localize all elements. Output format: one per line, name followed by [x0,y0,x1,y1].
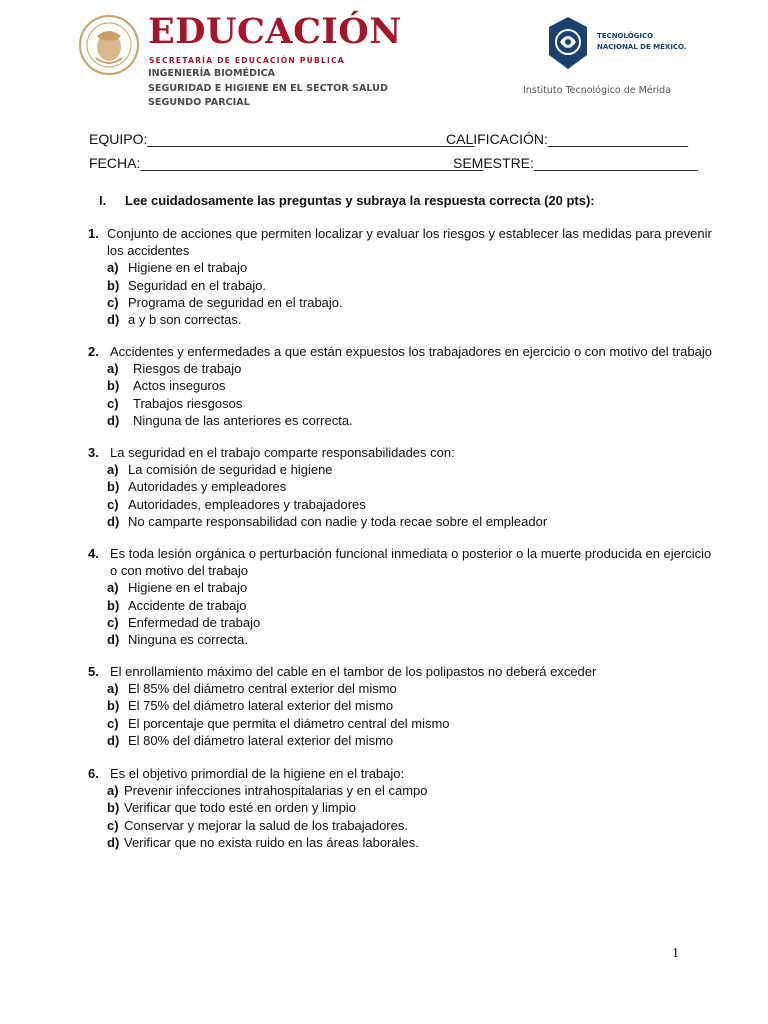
fecha-field: FECHA:____________________________________________ [89,155,483,171]
option-label: c) [107,395,119,411]
tecnm-name-line1: TECNOLÓGICO [597,32,654,40]
option-text[interactable]: Prevenir infecciones intrahospitalarias y en el campo [124,783,428,799]
header-line-career: INGENIERÍA BIOMÉDICA [148,68,276,79]
question-number: 1. [88,226,99,241]
header-title: EDUCACIÓN [148,11,402,52]
question-number: 3. [88,445,99,460]
tecnm-logo [545,15,591,71]
header-subtitle: SECRETARÍA DE EDUCACIÓN PÚBLICA [149,56,345,65]
option-text[interactable]: El porcentaje que permita el diámetro central del mismo [128,715,450,731]
option-label: a) [107,260,119,276]
option-label: c) [107,614,119,630]
question-number: 6. [88,766,99,781]
option-label: a) [107,783,119,799]
option-text[interactable]: Enfermedad de trabajo [128,614,261,630]
option-text[interactable]: Actos inseguros [133,378,226,394]
option-text[interactable]: Seguridad en el trabajo. [128,277,267,293]
tecnm-name [597,31,687,53]
option-label: b) [107,277,120,293]
calificacion-field: CALIFICACIÓN:__________________ [446,131,689,147]
option-label: d) [107,513,120,529]
option-text[interactable]: Autoridades y empleadores [128,479,287,495]
equipo-field: EQUIPO:__________________________________________ [89,131,475,147]
option-label: b) [107,597,120,613]
option-text[interactable]: No camparte responsabilidad con nadie y toda recae sobre el empleador [128,513,548,529]
option-label: b) [107,698,120,714]
question-text: Conjunto de acciones que permiten localizar y evaluar los riesgos y establecer las medidas para prevenir [107,226,712,241]
option-text[interactable]: La comisión de seguridad e higiene [128,462,333,478]
option-label: b) [107,378,120,394]
option-text[interactable]: Conservar y mejorar la salud de los trabajadores. [124,817,408,833]
option-label: b) [107,479,120,495]
question-text: Es toda lesión orgánica o perturbación funcional inmediata o posterior o la muerte producida en ejercicio [110,546,712,561]
option-text[interactable]: El 80% del diámetro lateral exterior del mismo [128,732,394,748]
option-label: c) [107,715,119,731]
option-label: a) [107,361,119,377]
question-text: El enrollamiento máximo del cable en el tambor de los polipastos no deberá exceder [110,664,597,679]
option-label: a) [107,462,119,478]
option-text[interactable]: El 75% del diámetro lateral exterior del mismo [128,698,394,714]
option-text[interactable]: Verificar que no exista ruido en las áreas laborales. [124,834,419,850]
option-text[interactable]: Programa de seguridad en el trabajo. [128,294,343,310]
option-label: d) [107,834,120,850]
sep-seal-logo [76,14,142,76]
option-label: c) [107,817,119,833]
question-text: o con motivo del trabajo [110,563,249,579]
option-label: d) [107,312,120,327]
semestre-field: SEMESTRE:_____________________ [453,155,698,171]
tecnm-name-line2: NACIONAL DE MÉXICO. [597,43,687,51]
option-text[interactable]: El 85% del diámetro central exterior del mismo [128,681,397,697]
header-line-exam: SEGUNDO PARCIAL [148,97,250,108]
option-label: b) [107,800,120,816]
option-text[interactable]: Riesgos de trabajo [133,361,242,377]
option-label: d) [107,732,120,748]
question-number: 2. [88,344,99,359]
option-text[interactable]: Ninguna de las anteriores es correcta. [133,412,353,428]
option-text[interactable]: Accidente de trabajo [128,597,247,613]
option-label: a) [107,580,119,596]
option-text[interactable]: Ninguna es correcta. [128,632,248,647]
question-number: 5. [88,664,99,679]
option-label: a) [107,681,119,697]
question-number: 4. [88,546,99,561]
option-text[interactable]: a y b son correctas. [128,312,242,327]
question-text: los accidentes [107,243,190,259]
section-number: I. [99,193,107,208]
section-instruction: Lee cuidadosamente las preguntas y subraya la respuesta correcta (20 pts): [125,193,595,208]
option-text[interactable]: Trabajos riesgosos [133,395,243,411]
option-label: d) [107,632,120,647]
question-text: Es el objetivo primordial de la higiene en el trabajo: [110,766,405,781]
option-text[interactable]: Higiene en el trabajo [128,580,248,596]
header-line-course: SEGURIDAD E HIGIENE EN EL SECTOR SALUD [148,83,388,94]
option-text[interactable]: Autoridades, empleadores y trabajadores [128,496,366,512]
question-text: Accidentes y enfermedades a que están expuestos los trabajadores en ejercicio o con motivo del trabajo [110,344,712,359]
institute-name: Instituto Tecnológico de Mérida [523,85,672,96]
question-text: La seguridad en el trabajo comparte responsabilidades con: [110,445,455,460]
option-label: c) [107,496,119,512]
option-text[interactable]: Higiene en el trabajo [128,260,248,276]
option-text[interactable]: Verificar que todo esté en orden y limpio [124,800,356,816]
option-label: c) [107,294,119,310]
option-label: d) [107,412,120,428]
page-number: 1 [672,946,679,961]
